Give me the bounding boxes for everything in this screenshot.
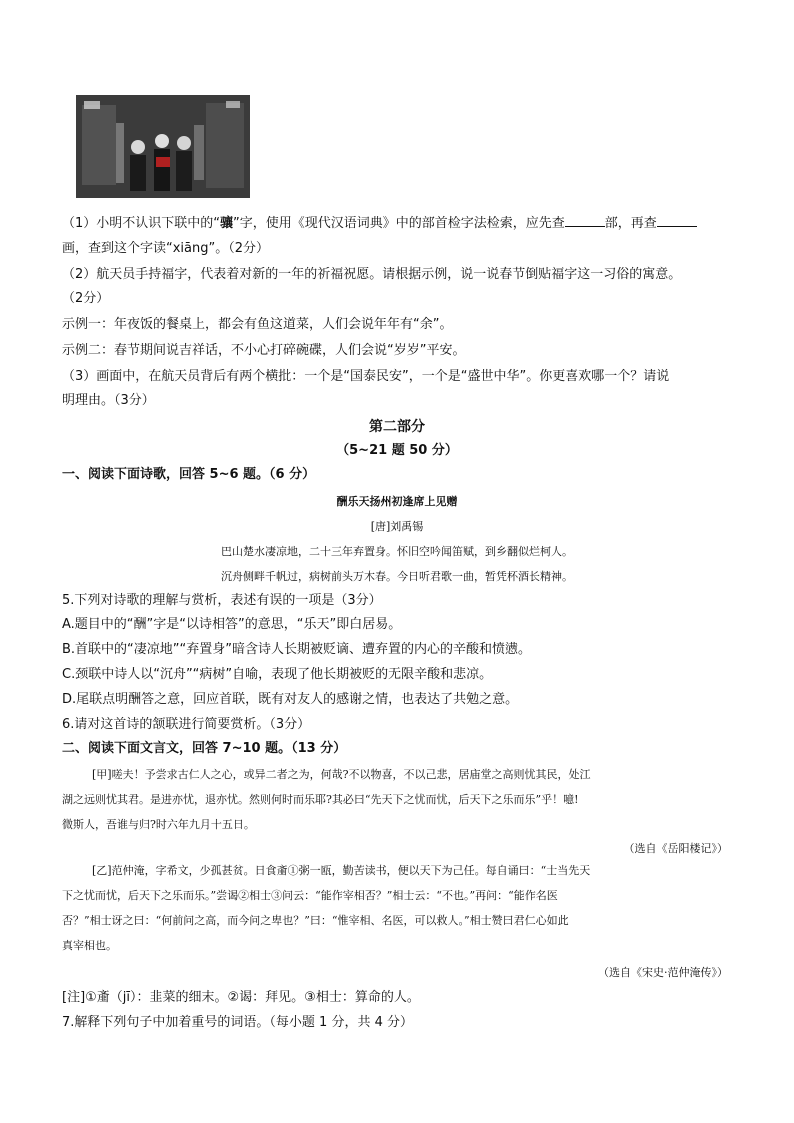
poem-line-2: 沉舟侧畔千帆过，病树前头万木春。今日听君歌一曲，暂凭杯酒长精神。: [221, 570, 573, 583]
q5-option-a[interactable]: A.题目中的“酬”字是“以诗相答”的意思，“乐天”即白居易。: [62, 617, 402, 632]
jia-text-line3: 微斯人，吾谁与归?时六年九月十五日。: [62, 818, 255, 831]
yi-source: （选自《宋史·范仲淹传》）: [598, 966, 728, 979]
yi-text-line1: [乙]范仲淹，字希文，少孤甚贫。日食齑①粥一瓯，勤苦读书，便以天下为己任。每自诵曰：“士当先天: [92, 864, 591, 877]
yi-text-line2: 下之忧而忧，后天下之乐而乐。”尝谒②相士③问云：“能作宰相否？”相士云：“不也。”再问：“能作名医: [62, 889, 558, 902]
poem-line-1: 巴山楚水凄凉地，二十三年弃置身。怀旧空吟闻笛赋，到乡翻似烂柯人。: [221, 545, 573, 558]
q7-stem: 7.解释下列句子中加着重号的词语。（每小题 1 分，共 4 分）: [62, 1015, 413, 1030]
yi-text-line3: 否？”相士讶之曰：“何前问之高，而今问之卑也？”曰：“惟宰相、名医，可以救人。”相士赞曰君仁心如此: [62, 914, 569, 927]
q1-line1: （1）小明不认识下联中的“骧”字，使用《现代汉语词典》中的部首检字法检索，应先查 部，再查: [62, 214, 697, 233]
astronaut-photo: [76, 95, 250, 198]
q2-example1: 示例一：年夜饭的餐桌上，都会有鱼这道菜，人们会说年年有“余”。: [62, 317, 453, 332]
section2-heading: 二、阅读下面文言文，回答 7~10 题。（13 分）: [62, 741, 347, 756]
section1-heading: 一、阅读下面诗歌，回答 5~6 题。（6 分）: [62, 467, 316, 482]
answer-blank-strokes[interactable]: [657, 214, 697, 227]
q5-option-d[interactable]: D.尾联点明酬答之意，回应首联，既有对友人的感谢之情，也表达了共勉之意。: [62, 692, 519, 707]
answer-blank-radical[interactable]: [565, 214, 605, 227]
q6-stem: 6.请对这首诗的颔联进行简要赏析。（3分）: [62, 717, 311, 732]
q2-line2: （2分）: [62, 291, 110, 306]
jia-text-line2: 湖之远则忧其君。是进亦忧，退亦忧。然则何时而乐耶?其必曰“先天下之忧而忧，后天下之乐而乐”乎！噫!: [62, 793, 579, 806]
part2-subtitle: （5~21 题 50 分）: [336, 443, 458, 458]
q2-line1: （2）航天员手持福字，代表着对新的一年的祈福祝愿。请根据示例，说一说春节倒贴福字这一习俗的寓意。: [62, 267, 682, 282]
jia-text-line1: [甲]嗟夫！予尝求古仁人之心，或异二者之为，何哉?不以物喜，不以己悲，居庙堂之高则忧其民，处江: [92, 768, 591, 781]
yi-text-line4: 真宰相也。: [62, 939, 117, 952]
q5-option-b[interactable]: B.首联中的“凄凉地”“弃置身”暗含诗人长期被贬谪、遭弃置的内心的辛酸和愤懑。: [62, 642, 531, 657]
q5-option-c[interactable]: C.颈联中诗人以“沉舟”“病树”自喻，表现了他长期被贬的无限辛酸和悲凉。: [62, 667, 493, 682]
annotation-notes: [注]①齑（jī）：韭菜的细末。②谒：拜见。③相士：算命的人。: [62, 990, 420, 1005]
part2-title: 第二部分: [369, 419, 425, 435]
poem-title: 酬乐天扬州初逢席上见赠: [336, 495, 458, 508]
q3-line2: 明理由。（3分）: [62, 393, 155, 408]
q1-target-char: 骧: [220, 216, 234, 231]
q2-example2: 示例二：春节期间说吉祥话，不小心打碎碗碟，人们会说“岁岁”平安。: [62, 343, 466, 358]
q3-line1: （3）画面中，在航天员背后有两个横批：一个是“国泰民安”，一个是“盛世中华”。你更喜欢哪一个？请说: [62, 369, 670, 384]
jia-source: （选自《岳阳楼记》）: [623, 842, 728, 855]
poem-author: [唐]刘禹锡: [370, 520, 424, 533]
q1-line2: 画，查到这个字读“xiāng”。（2分）: [62, 241, 270, 256]
q5-stem: 5.下列对诗歌的理解与赏析，表述有误的一项是（3分）: [62, 593, 382, 608]
